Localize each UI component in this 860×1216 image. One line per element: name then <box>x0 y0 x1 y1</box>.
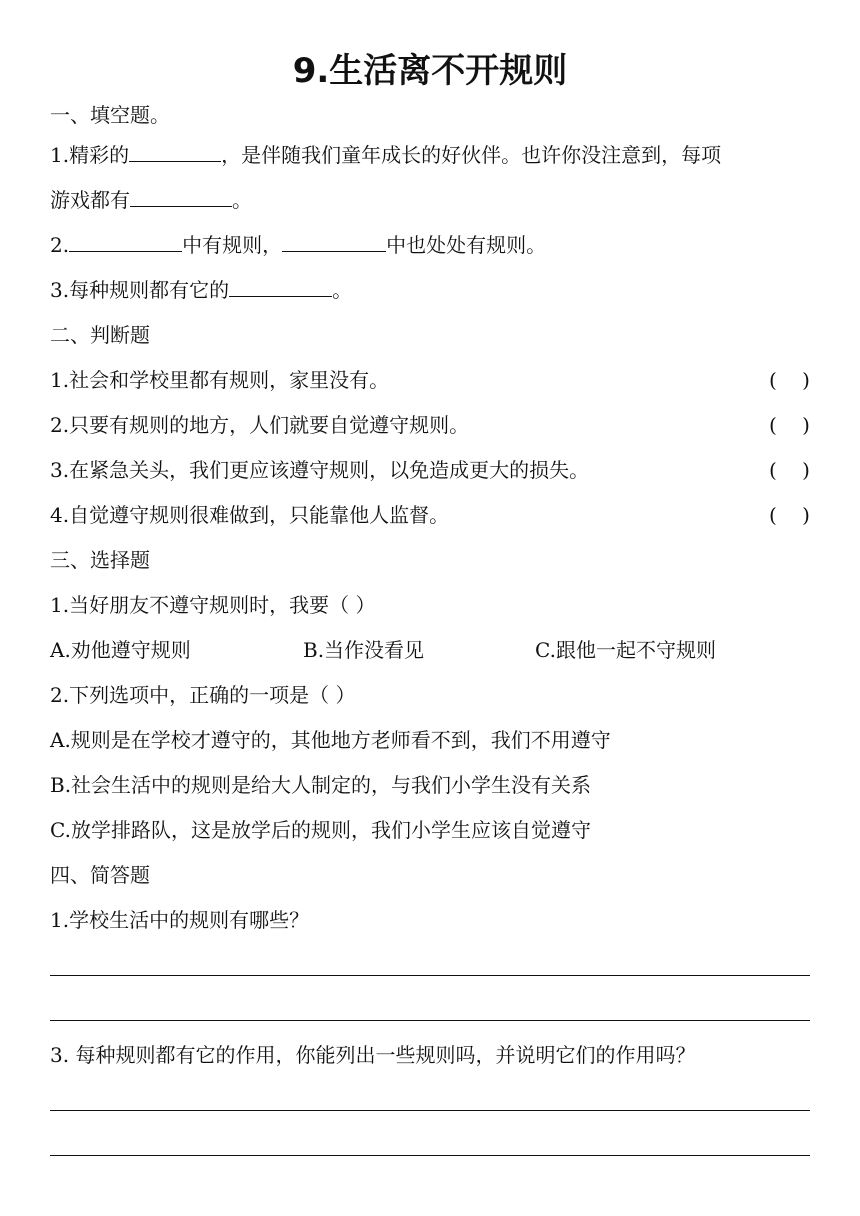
question-text: 。 <box>232 188 252 212</box>
short-answer-question-1: 1.学校生活中的规则有哪些？ <box>50 908 310 932</box>
answer-parentheses[interactable]: ( ) <box>768 503 810 527</box>
answer-line[interactable] <box>50 1110 810 1111</box>
question-text: 2. <box>50 233 70 257</box>
question-text: 中有规则， <box>182 233 283 257</box>
answer-line[interactable] <box>50 1020 810 1021</box>
choice-option-b[interactable]: B.社会生活中的规则是给大人制定的，与我们小学生没有关系 <box>50 773 592 797</box>
answer-line[interactable] <box>50 975 810 976</box>
judge-item-1: 1.社会和学校里都有规则，家里没有。 <box>50 368 390 392</box>
question-text: 1.精彩的 <box>50 143 130 167</box>
section-heading-short-answer: 四、简答题 <box>50 863 150 887</box>
choice-option-a[interactable]: A.规则是在学校才遵守的，其他地方老师看不到，我们不用遵守 <box>50 728 611 752</box>
question-1-line-2 <box>50 186 252 214</box>
answer-parentheses[interactable]: ( ) <box>768 368 810 392</box>
answer-line[interactable] <box>50 1155 810 1156</box>
choice-option-c[interactable]: C.跟他一起不守规则 <box>535 638 716 662</box>
choice-question-2: 2.下列选项中，正确的一项是（ ） <box>50 683 356 707</box>
question-1-line-1 <box>50 141 721 169</box>
answer-blank[interactable] <box>130 188 232 207</box>
question-text: 中也处处有规则。 <box>386 233 547 257</box>
section-heading-multiple-choice: 三、选择题 <box>50 548 150 572</box>
answer-parentheses[interactable]: ( ) <box>768 458 810 482</box>
question-text: 3.每种规则都有它的 <box>50 278 230 302</box>
question-3 <box>50 276 352 304</box>
section-heading-fill-blank: 一、填空题。 <box>50 103 170 127</box>
answer-blank[interactable] <box>129 143 221 162</box>
question-text: 游戏都有 <box>50 188 130 212</box>
judge-item-4: 4.自觉遵守规则很难做到，只能靠他人监督。 <box>50 503 450 527</box>
question-text: ，是伴随我们童年成长的好伙伴。也许你没注意到，每项 <box>221 143 722 167</box>
choice-option-a[interactable]: A.劝他遵守规则 <box>50 638 191 662</box>
answer-parentheses[interactable]: ( ) <box>768 413 810 437</box>
judge-item-3: 3.在紧急关头，我们更应该遵守规则，以免造成更大的损失。 <box>50 458 590 482</box>
answer-blank[interactable] <box>69 233 182 252</box>
choice-question-1: 1.当好朋友不遵守规则时，我要（ ） <box>50 593 376 617</box>
section-heading-true-false: 二、判断题 <box>50 323 150 347</box>
question-2 <box>50 231 546 259</box>
choice-option-c[interactable]: C.放学排路队，这是放学后的规则，我们小学生应该自觉遵守 <box>50 818 591 842</box>
answer-blank[interactable] <box>282 233 386 252</box>
answer-blank[interactable] <box>229 278 332 297</box>
page-title: 9.生活离不开规则 <box>292 51 568 91</box>
judge-item-2: 2.只要有规则的地方，人们就要自觉遵守规则。 <box>50 413 470 437</box>
short-answer-question-3: 3. 每种规则都有它的作用，你能列出一些规则吗，并说明它们的作用吗？ <box>50 1043 696 1067</box>
question-text: 。 <box>332 278 353 302</box>
choice-option-b[interactable]: B.当作没看见 <box>303 638 425 662</box>
